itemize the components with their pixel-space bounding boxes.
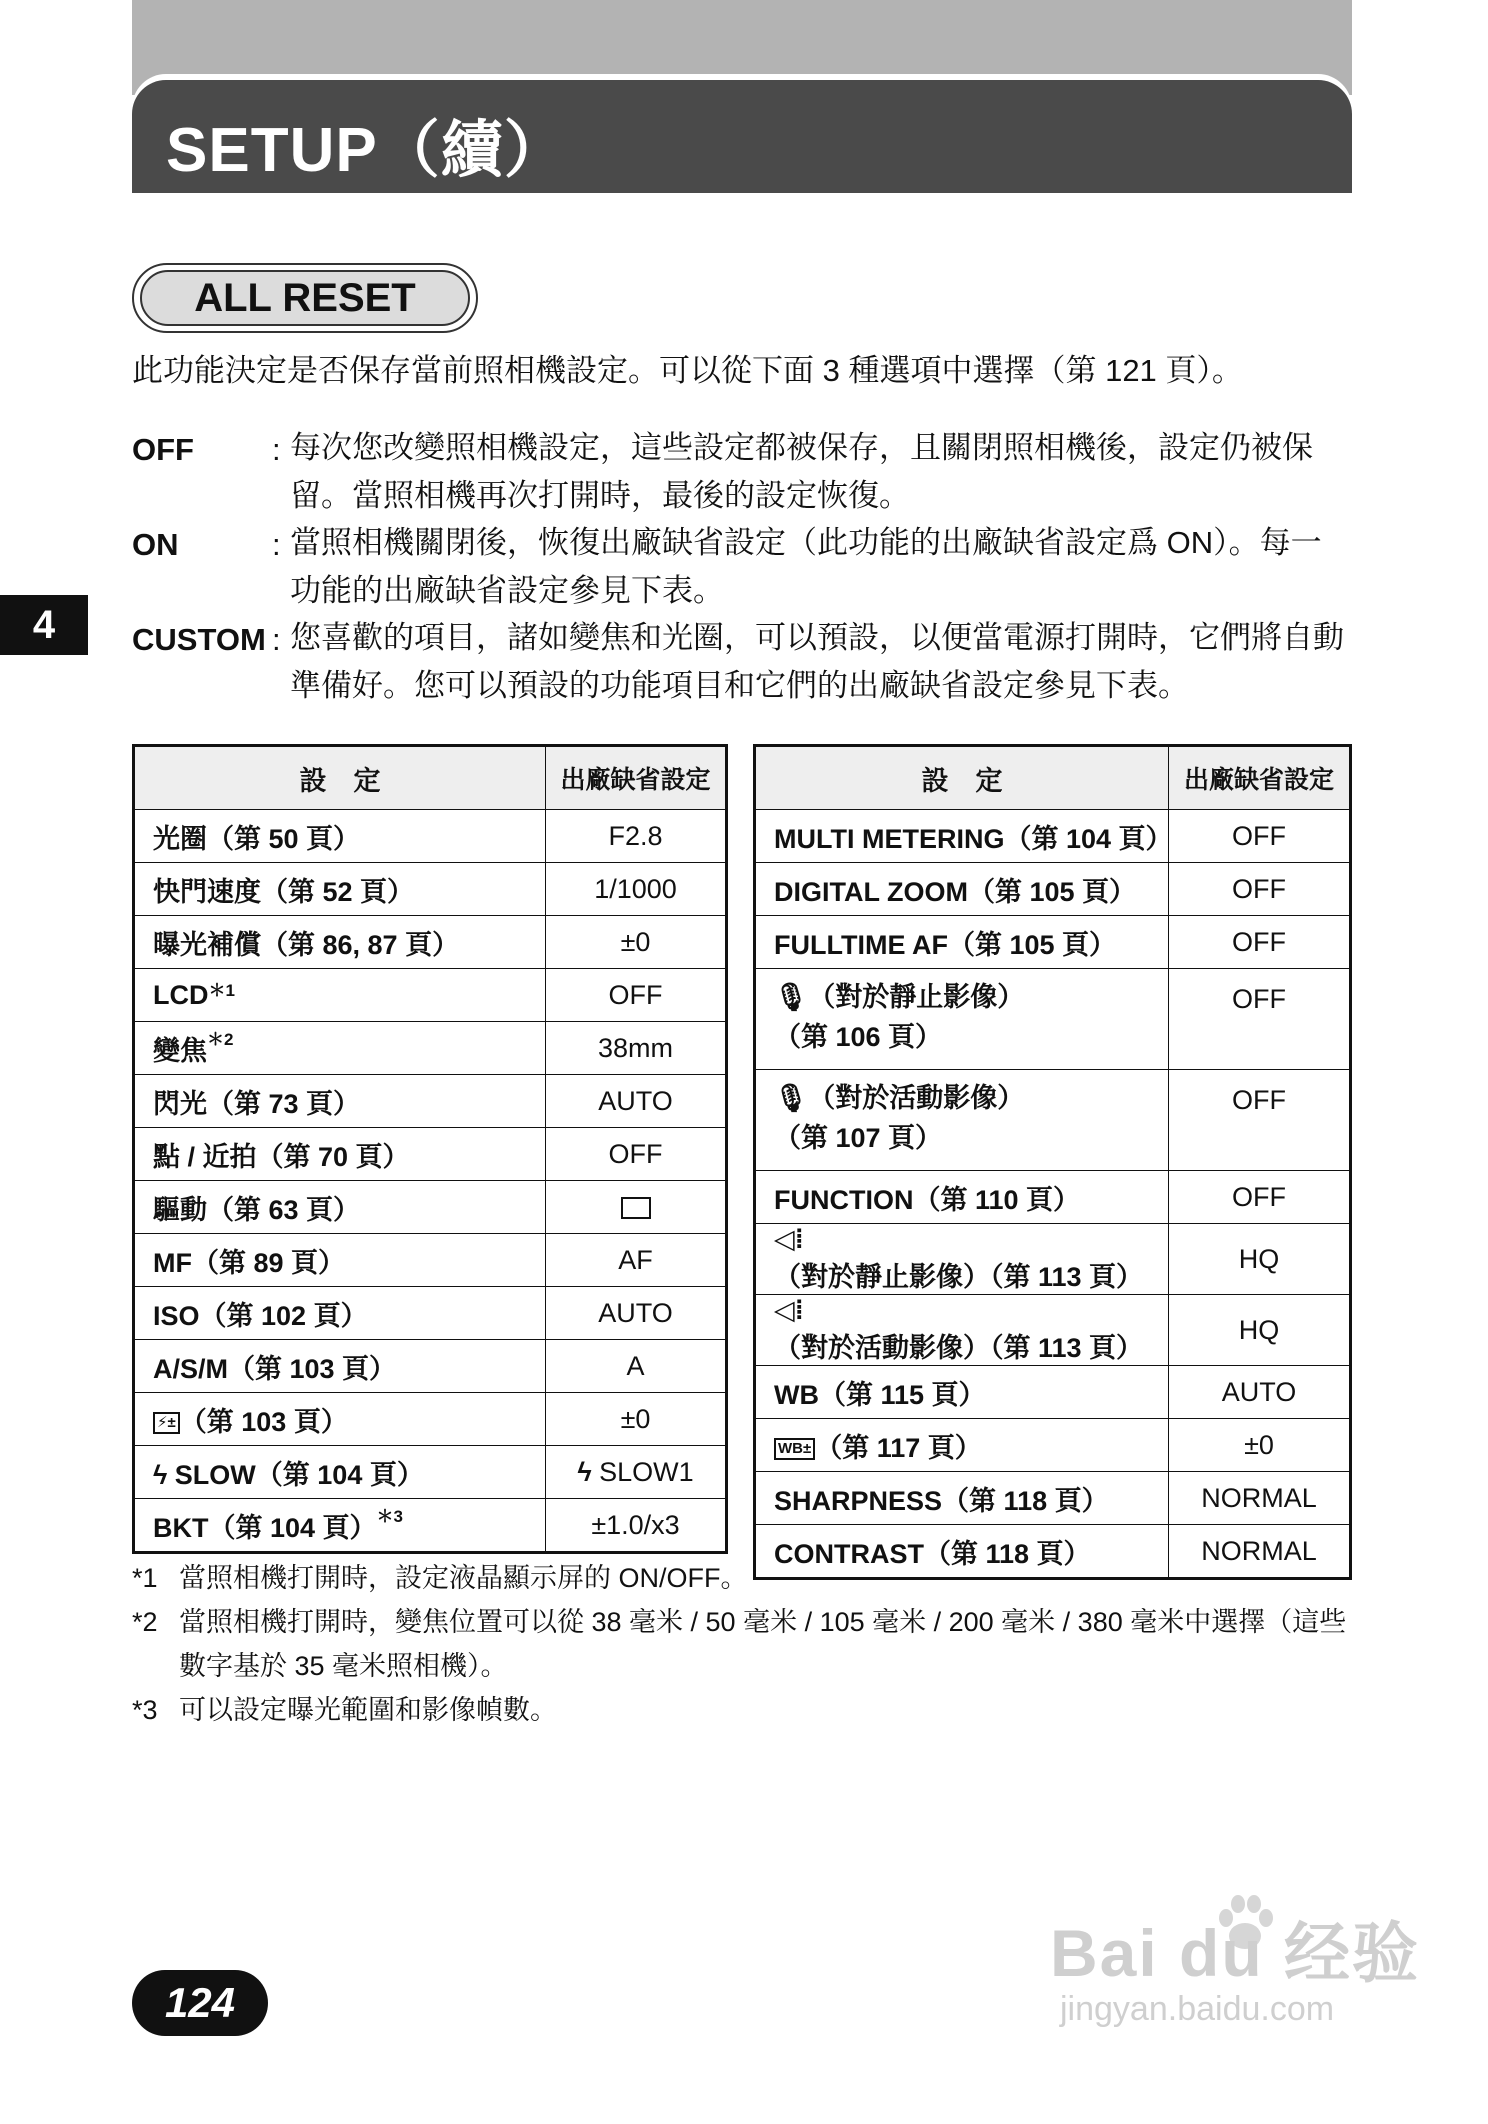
flash-icon: ϟ [153,1459,175,1490]
default-value: AUTO [546,1287,727,1340]
option-colon: : [272,527,281,562]
setting-name: （對於靜止影像） [808,982,1025,1012]
footnote-text: 可以設定曝光範圍和影像幀數。 [179,1695,557,1725]
setting-name: 快門速度（第 52 頁） [134,863,546,916]
settings-table-left [132,744,728,1554]
default-value: AUTO [546,1075,727,1128]
table-row [755,1224,1351,1295]
footnote-key: *3 [132,1695,158,1725]
option-desc-line: 當照相機關閉後，恢復出廠缺省設定（此功能的出廠缺省設定爲 ON）。每一 [290,525,1322,560]
default-value: OFF [546,1128,727,1181]
table-row [134,1234,727,1287]
setting-name: 點 / 近拍（第 70 頁） [134,1128,546,1181]
footnote-marker: ＊2 [207,1029,234,1049]
table-row [134,1128,727,1181]
setting-name: CONTRAST（第 118 頁） [755,1525,1169,1579]
default-value: SLOW1 [599,1456,694,1487]
footnote-text: 當照相機打開時，變焦位置可以從 38 毫米 / 50 毫米 / 105 毫米 / 200 毫米 / 380 毫米中選擇（這些數字基於 35 毫米照相機）。 [179,1607,1347,1681]
table-row [134,1446,727,1499]
table-row [134,916,727,969]
default-value: HQ [1169,1295,1351,1366]
default-value: ±0 [1169,1419,1351,1472]
setting-name: MF（第 89 頁） [134,1234,546,1287]
table-row [755,1419,1351,1472]
setting-name: SLOW（第 104 頁） [174,1459,424,1490]
option-key-on: ON [132,527,179,562]
option-desc-line: 留。當照相機再次打開時，最後的設定恢復。 [290,478,910,513]
footnote [132,1556,1357,1600]
footnotes [132,1556,1357,1732]
setting-name-cell [755,1295,1169,1366]
footnote [132,1600,1357,1688]
table-row [134,1075,727,1128]
setting-name-cell [134,1393,546,1446]
option-desc-off [290,424,1360,520]
default-value: ±0 [546,1393,727,1446]
default-value: OFF [1169,969,1351,1070]
footnote-key: *1 [132,1563,158,1593]
default-value: NORMAL [1169,1525,1351,1579]
table-header-row [755,746,1351,810]
setting-name: （第 117 頁） [815,1432,982,1463]
default-value-cell [546,1446,727,1499]
default-value: ±0 [546,916,727,969]
column-header-default: 出廠缺省設定 [1169,746,1351,810]
setting-name-cell [755,969,1169,1070]
setting-name: 閃光（第 73 頁） [134,1075,546,1128]
default-value: A [546,1340,727,1393]
setting-name-line2: （第 106 頁） [774,1022,943,1052]
setting-name-cell [134,1022,546,1075]
table-row [134,1393,727,1446]
table-row [134,1287,727,1340]
intro-text: 此功能決定是否保存當前照相機設定。可以從下面 3 種選項中選擇（第 121 頁）。 [132,353,1243,388]
record-mode-icon: ◁⁞ [774,1295,804,1325]
setting-name: 驅動（第 63 頁） [134,1181,546,1234]
table-row [755,1171,1351,1224]
default-value: OFF [1169,1070,1351,1171]
watermark [1050,1890,1440,2040]
setting-name: 變焦 [153,1035,207,1066]
option-desc-line: 您喜歡的項目，諸如變焦和光圈，可以預設，以便當電源打開時，它們將自動 [290,620,1344,655]
default-value: 1/1000 [546,863,727,916]
setting-name: WB（第 115 頁） [755,1366,1169,1419]
table-row [134,1181,727,1234]
table-row [755,863,1351,916]
title-bar [132,80,1352,193]
setting-name: MULTI METERING（第 104 頁） [755,810,1169,863]
default-value: F2.8 [546,810,727,863]
default-value: OFF [1169,863,1351,916]
microphone-icon: 🎙 [774,1083,809,1113]
section-pill [132,263,478,333]
default-value: NORMAL [1169,1472,1351,1525]
footnote-text: 當照相機打開時，設定液晶顯示屏的 ON/OFF。 [179,1563,748,1593]
footnote-key: *2 [132,1607,158,1637]
flash-icon: ϟ [577,1456,600,1487]
table-row [755,1070,1351,1171]
column-header-setting: 設 定 [755,746,1169,810]
setting-name: BKT（第 104 頁） [153,1512,377,1543]
setting-name: （對於活動影像）（第 113 頁） [774,1333,1144,1363]
setting-name-cell [134,1499,546,1553]
setting-name: （對於靜止影像）（第 113 頁） [774,1262,1144,1292]
option-colon: : [272,432,281,467]
default-value: OFF [546,969,727,1022]
table-row [755,969,1351,1070]
setting-name-cell [755,1419,1169,1472]
setting-name: （第 103 頁） [179,1406,348,1437]
setting-name: 曝光補償（第 86, 87 頁） [134,916,546,969]
setting-name: FUNCTION（第 110 頁） [755,1171,1169,1224]
table-row [755,916,1351,969]
table-row [755,1366,1351,1419]
default-value: OFF [1169,810,1351,863]
default-value: OFF [1169,1171,1351,1224]
option-key-off: OFF [132,432,194,467]
option-key-custom: CUSTOM [132,622,266,657]
table-row [134,863,727,916]
option-desc-line: 準備好。您可以預設的功能項目和它們的出廠缺省設定參見下表。 [290,668,1189,703]
default-value: HQ [1169,1224,1351,1295]
settings-table-right [753,744,1352,1580]
default-value: ±1.0/x3 [546,1499,727,1553]
single-frame-icon [621,1197,651,1219]
table-row [134,1022,727,1075]
option-colon: : [272,622,281,657]
watermark-url: jingyan.baidu.com [1060,1990,1335,2028]
default-value: AUTO [1169,1366,1351,1419]
watermark-brand: Bai du 经验 [1050,1916,1421,1990]
table-row [134,969,727,1022]
record-mode-icon: ◁⁞ [774,1224,804,1254]
setting-name: A/S/M（第 103 頁） [134,1340,546,1393]
footnote-marker: ＊3 [376,1506,404,1526]
setting-name: DIGITAL ZOOM（第 105 頁） [755,863,1169,916]
option-desc-line: 功能的出廠缺省設定參見下表。 [290,573,724,608]
page-title: SETUP（續） [166,116,567,185]
default-value: OFF [1169,916,1351,969]
column-header-default: 出廠缺省設定 [546,746,727,810]
setting-name: SHARPNESS（第 118 頁） [755,1472,1169,1525]
setting-name: FULLTIME AF（第 105 頁） [755,916,1169,969]
column-header-setting: 設 定 [134,746,546,810]
option-desc-on [290,519,1360,615]
footnote-marker: ＊1 [208,980,235,1000]
table-row [755,810,1351,863]
setting-name-cell [134,969,546,1022]
setting-name: （對於活動影像） [808,1083,1025,1113]
chapter-tab: 4 [0,595,88,655]
table-row [134,1340,727,1393]
table-row [755,1295,1351,1366]
setting-name-cell [755,1224,1169,1295]
setting-name: LCD [153,979,209,1010]
default-value-cell [546,1181,727,1234]
wb-compensation-icon: WB± [774,1438,815,1460]
page-number: 124 [132,1970,268,2036]
setting-name: ISO（第 102 頁） [134,1287,546,1340]
table-header-row [134,746,727,810]
table-row [134,810,727,863]
microphone-icon: 🎙 [774,982,809,1012]
option-desc-line: 每次您改變照相機設定，這些設定都被保存，且關閉照相機後，設定仍被保 [290,430,1313,465]
setting-name: 光圈（第 50 頁） [134,810,546,863]
table-row [755,1472,1351,1525]
default-value: AF [546,1234,727,1287]
setting-name-cell [134,1446,546,1499]
setting-name-cell [755,1070,1169,1171]
section-pill-label: ALL RESET [140,270,470,326]
option-desc-custom [290,614,1360,710]
footnote [132,1688,1357,1732]
setting-name-line2: （第 107 頁） [774,1123,943,1153]
table-row [134,1499,727,1553]
flash-compensation-icon: ⚡± [153,1412,180,1434]
default-value: 38mm [546,1022,727,1075]
